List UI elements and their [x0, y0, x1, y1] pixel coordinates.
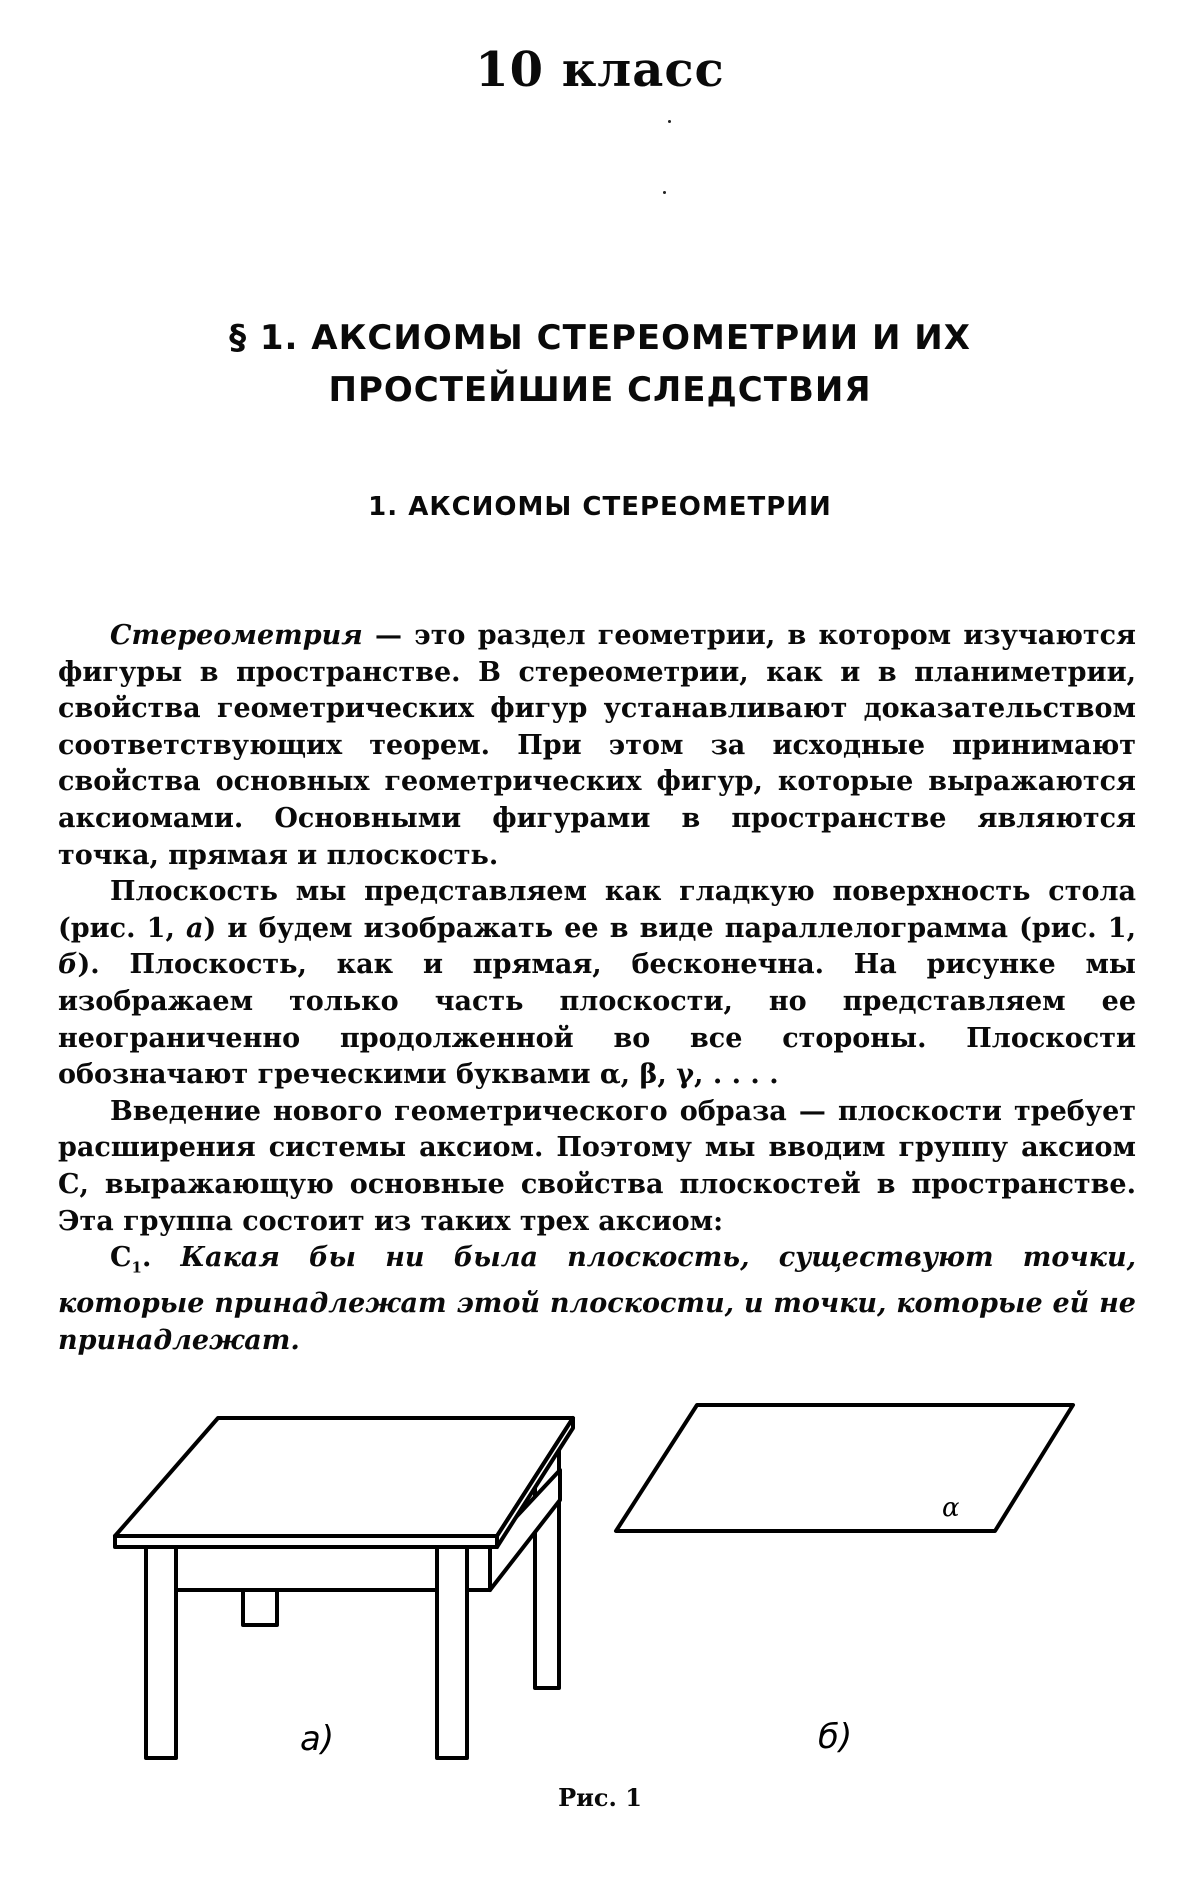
plane-parallelogram — [616, 1405, 1073, 1531]
print-speck — [668, 120, 671, 123]
axiom-c1: $C_1$. Какая бы ни была плоскость, существуют точки, которые принадлежат этой плоскости, и точки, которые ей не принадлежат. — [58, 1242, 1136, 1356]
figure-ref-b: б — [58, 949, 78, 981]
figure-1 — [0, 1380, 1200, 1780]
subsection-title: 1. АКСИОМЫ СТЕРЕОМЕТРИИ — [368, 492, 832, 522]
section-title-line-1: § 1. АКСИОМЫ СТЕРЕОМЕТРИИ И ИХ — [229, 318, 971, 358]
figure-drawing — [0, 1380, 1200, 1780]
paragraph-2: Плоскость мы представляем как гладкую поверхность стола (рис. 1, а) и будем изображать ее в виде параллелограмма (рис. 1, б). Плоскость, как и прямая, бесконечна. На рисунке мы изображаем только часть плоскости, но представляем ее неограниченно продолженной во все стороны. Плоскости обозначают греческими буквами α, β, γ, . . . . — [58, 876, 1136, 1091]
section-title-line-2: ПРОСТЕЙШИЕ СЛЕДСТВИЯ — [328, 370, 872, 410]
figure-caption: Рис. 1 — [558, 1783, 642, 1812]
class-title: 10 класс — [475, 42, 725, 98]
table-front-left-leg — [146, 1545, 176, 1758]
axiom-statement: Какая бы ни была плоскость, существуют точки, которые принадлежат этой плоскости, и точки, которые ей не принадлежат. — [58, 1242, 1136, 1356]
term-stereometry: Стереометрия — [110, 620, 363, 651]
print-speck — [663, 191, 666, 194]
paragraph-3: Введение нового геометрического образа — плоскости требует расширения системы аксиом. Поэтому мы вводим группу аксиом С, выражающую основные свойства плоскостей в пространстве. Эта группа состоит из таких трех аксиом: — [58, 1095, 1136, 1237]
figure-ref-a: а — [174, 912, 204, 944]
section-title — [0, 312, 1200, 416]
figure-label-b: б) — [818, 1717, 853, 1757]
axiom-subscript: 1 — [131, 1258, 142, 1277]
axiom-label: C — [110, 1242, 132, 1274]
table-top — [115, 1418, 573, 1536]
plane-label-alpha: α — [942, 1493, 960, 1523]
paragraph-1: Стереометрия — это раздел геометрии, в котором изучаются фигуры в пространстве. В стереометрии, как и в планиметрии, свойства геометрических фигур устанавливают доказательством соответствующих теорем. При этом за исходные принимают свойства основных геометрических фигур, которые выражаются аксиомами. Основными фигурами в пространстве являются точка, прямая и плоскость. — [58, 620, 1136, 871]
table-drawing — [115, 1418, 573, 1758]
table-front-right-leg — [437, 1545, 467, 1758]
figure-label-a: а) — [300, 1719, 335, 1759]
table-top-edge — [115, 1536, 497, 1547]
body-text — [58, 618, 1136, 1359]
